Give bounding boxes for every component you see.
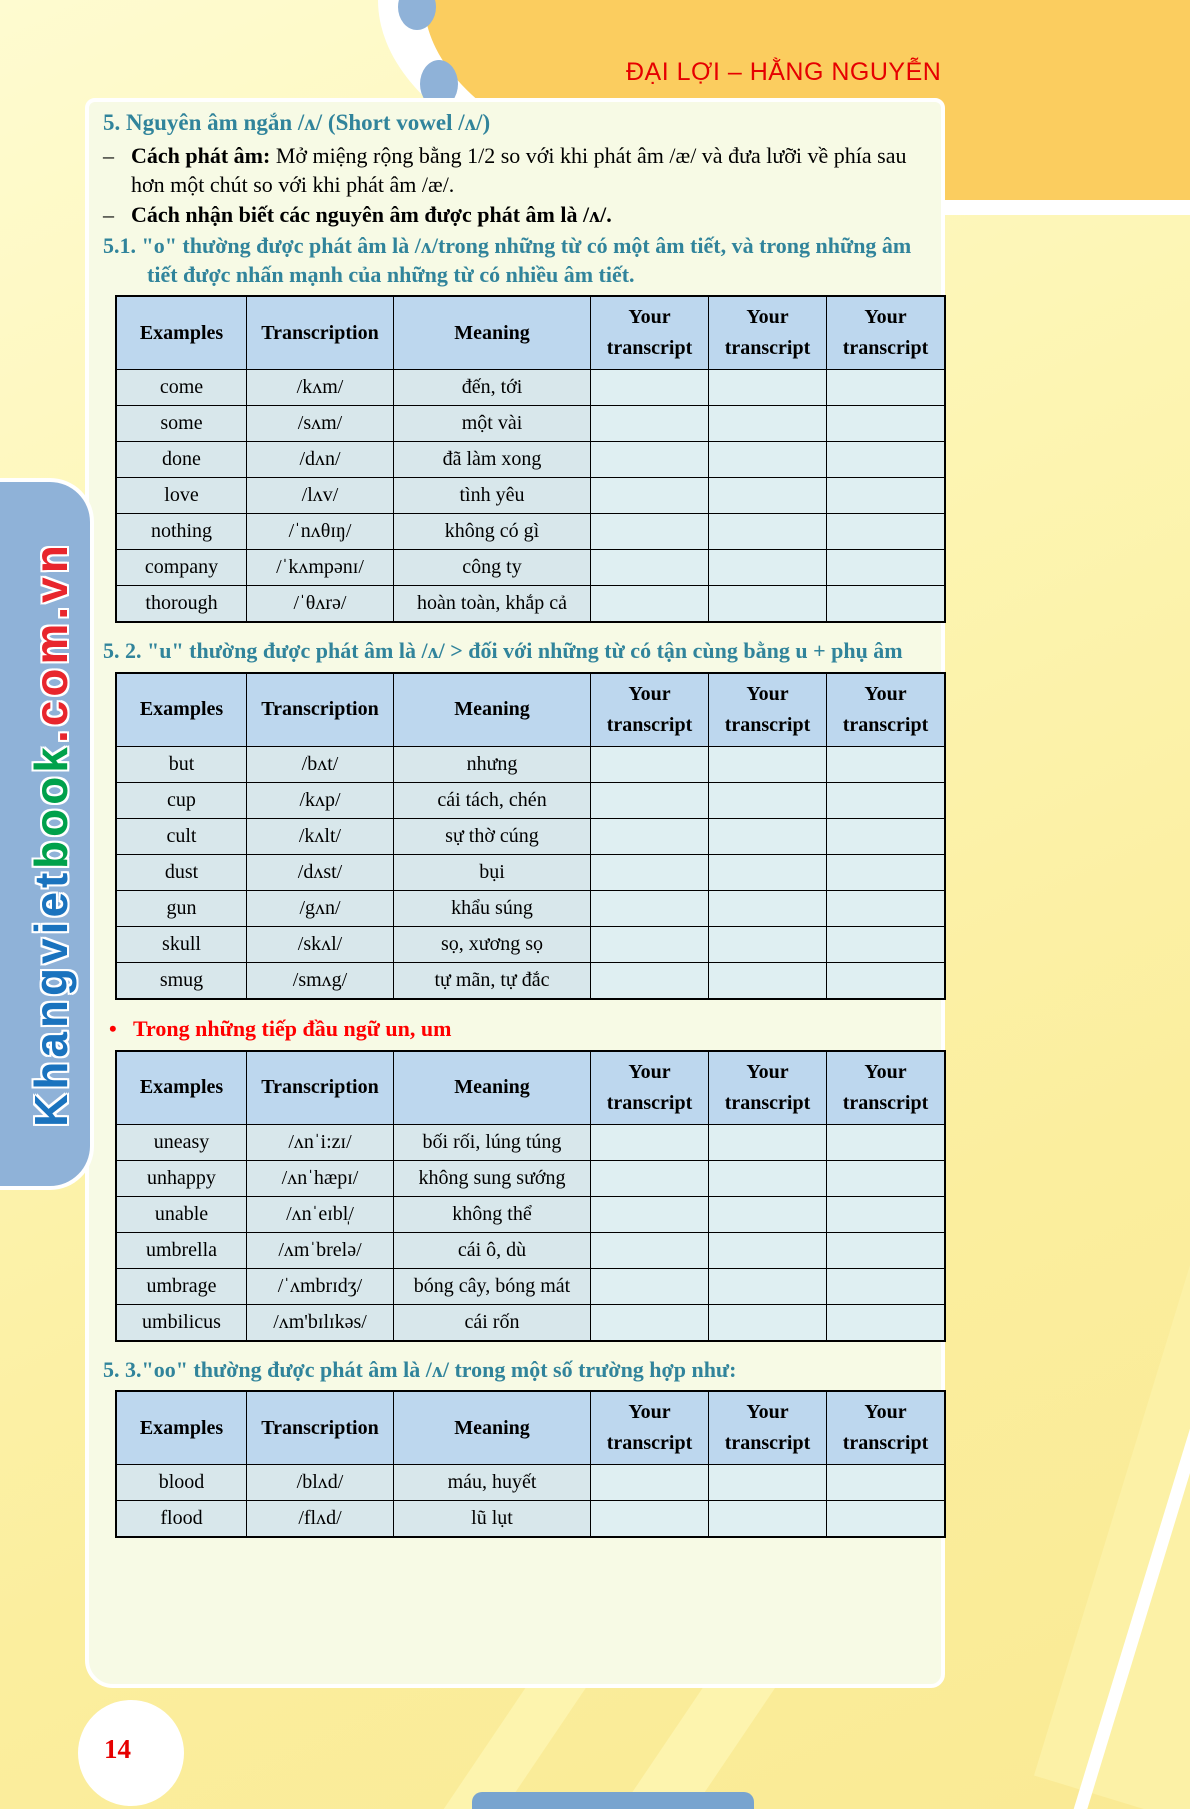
transcription-cell: /lʌv/ — [247, 478, 394, 514]
column-header: Your transcript — [827, 296, 946, 370]
pronunciation-table-o — [115, 295, 946, 623]
transcript-cell — [709, 478, 827, 514]
transcript-cell — [591, 1232, 709, 1268]
transcript-cell — [591, 514, 709, 550]
column-header: Transcription — [247, 1391, 394, 1465]
transcription-cell: /smʌg/ — [247, 962, 394, 999]
table-row — [116, 514, 945, 550]
transcript-cell — [591, 1304, 709, 1341]
column-header: Transcription — [247, 296, 394, 370]
transcript-cell — [709, 370, 827, 406]
table-row — [116, 406, 945, 442]
table-row — [116, 586, 945, 623]
transcription-cell: /ˈθʌrə/ — [247, 586, 394, 623]
transcript-cell — [827, 478, 946, 514]
transcript-cell — [591, 1501, 709, 1538]
example-cell: company — [116, 550, 247, 586]
example-cell: dust — [116, 854, 247, 890]
subsection-5-2-heading: 5. 2. "u" thường được phát âm là /ʌ/ > đối với những từ có tận cùng bằng u + phụ âm — [103, 638, 903, 664]
column-header: Transcription — [247, 673, 394, 747]
pronunciation-table-oo — [115, 1390, 946, 1538]
page-number: 14 — [104, 1734, 131, 1764]
transcription-cell: /kʌp/ — [247, 782, 394, 818]
column-header: Your transcript — [591, 296, 709, 370]
transcript-cell — [827, 442, 946, 478]
dash-marker: – — [103, 201, 114, 227]
transcript-cell — [591, 746, 709, 782]
table-row — [116, 550, 945, 586]
subsection-5-3-heading: 5. 3."oo" thường được phát âm là /ʌ/ trong một số trường hợp như: — [103, 1356, 737, 1382]
table-row — [116, 1232, 945, 1268]
header-title: ĐẠI LỢI – HẰNG NGUYỄN — [626, 58, 942, 86]
transcription-cell: /dʌn/ — [247, 442, 394, 478]
table-row — [116, 1501, 945, 1538]
transcript-cell — [591, 1160, 709, 1196]
example-cell: but — [116, 746, 247, 782]
transcript-cell — [591, 1268, 709, 1304]
lesson-title: 5. Nguyên âm ngắn /ʌ/ (Short vowel /ʌ/) — [103, 110, 491, 135]
transcript-cell — [827, 1232, 946, 1268]
table-row — [116, 1268, 945, 1304]
transcript-cell — [709, 1465, 827, 1501]
meaning-cell: máu, huyết — [394, 1465, 591, 1501]
table-row — [116, 782, 945, 818]
transcript-cell — [827, 818, 946, 854]
transcript-cell — [827, 746, 946, 782]
transcription-cell: /kʌm/ — [247, 370, 394, 406]
transcription-cell: /skʌl/ — [247, 926, 394, 962]
transcript-cell — [709, 586, 827, 623]
example-cell: cup — [116, 782, 247, 818]
transcription-cell: /ˈnʌθɪŋ/ — [247, 514, 394, 550]
transcript-cell — [591, 926, 709, 962]
table-row — [116, 854, 945, 890]
transcript-cell — [827, 406, 946, 442]
transcript-cell — [827, 550, 946, 586]
transcript-cell — [709, 550, 827, 586]
transcription-cell: /ʌmˈbrelə/ — [247, 1232, 394, 1268]
example-cell: unhappy — [116, 1160, 247, 1196]
column-header: Your transcript — [827, 1391, 946, 1465]
meaning-cell: bóng cây, bóng mát — [394, 1268, 591, 1304]
transcript-cell — [591, 962, 709, 999]
note-label: Cách nhận biết các nguyên âm được phát âm là /ʌ/. — [131, 201, 612, 227]
transcription-cell: /blʌd/ — [247, 1465, 394, 1501]
column-header: Examples — [116, 673, 247, 747]
watermark-part-green: book — [25, 742, 77, 869]
transcript-cell — [591, 890, 709, 926]
transcript-cell — [709, 442, 827, 478]
transcript-cell — [591, 406, 709, 442]
transcript-cell — [709, 926, 827, 962]
transcription-cell: /ʌnˈhæpɪ/ — [247, 1160, 394, 1196]
transcript-cell — [827, 1501, 946, 1538]
column-header: Your transcript — [591, 1391, 709, 1465]
subsection-5-1-heading: 5.1. "o" thường được phát âm là /ʌ/trong những từ có một âm tiết, và trong những âm tiết được nhấn mạnh của những từ có nhiều âm tiết. — [103, 232, 912, 287]
transcript-cell — [591, 442, 709, 478]
transcript-cell — [709, 1196, 827, 1232]
transcript-cell — [827, 782, 946, 818]
recognition-note — [103, 200, 923, 229]
meaning-cell: đã làm xong — [394, 442, 591, 478]
meaning-cell: lũ lụt — [394, 1501, 591, 1538]
transcript-cell — [827, 854, 946, 890]
example-cell: come — [116, 370, 247, 406]
column-header: Meaning — [394, 1051, 591, 1125]
table-row — [116, 1160, 945, 1196]
example-cell: smug — [116, 962, 247, 999]
column-header: Your transcript — [591, 673, 709, 747]
column-header: Meaning — [394, 673, 591, 747]
column-header: Your transcript — [709, 1051, 827, 1125]
transcript-cell — [591, 1124, 709, 1160]
prefix-note-text: Trong những tiếp đầu ngữ un, um — [133, 1015, 452, 1041]
note-text: Mở miệng rộng bằng 1/2 so với khi phát âm /æ/ và đưa lưỡi về phía sau hơn một chút so với khi phát âm /æ/. — [131, 142, 907, 197]
pronunciation-table-u — [115, 672, 946, 1000]
table-row — [116, 746, 945, 782]
transcript-cell — [827, 962, 946, 999]
transcription-cell: /kʌlt/ — [247, 818, 394, 854]
table-row — [116, 1196, 945, 1232]
watermark-part-red: .com.vn — [25, 540, 77, 743]
meaning-cell: sọ, xương sọ — [394, 926, 591, 962]
pronunciation-table-un-um — [115, 1050, 946, 1342]
transcription-cell: /bʌt/ — [247, 746, 394, 782]
meaning-cell: một vài — [394, 406, 591, 442]
transcript-cell — [709, 782, 827, 818]
column-header: Your transcript — [709, 673, 827, 747]
transcript-cell — [827, 926, 946, 962]
transcript-cell — [709, 854, 827, 890]
table-header-row — [116, 1051, 945, 1125]
table-row — [116, 1304, 945, 1341]
table-row — [116, 818, 945, 854]
table-row — [116, 1124, 945, 1160]
transcription-cell: /ʌm'bɪlɪkəs/ — [247, 1304, 394, 1341]
transcript-cell — [827, 1160, 946, 1196]
meaning-cell: cái rốn — [394, 1304, 591, 1341]
transcription-cell: /flʌd/ — [247, 1501, 394, 1538]
transcript-cell — [591, 1465, 709, 1501]
transcript-cell — [827, 514, 946, 550]
meaning-cell: khẩu súng — [394, 890, 591, 926]
column-header: Examples — [116, 1391, 247, 1465]
table-row — [116, 890, 945, 926]
example-cell: uneasy — [116, 1124, 247, 1160]
table-header-row — [116, 296, 945, 370]
table-row — [116, 926, 945, 962]
meaning-cell: không sung sướng — [394, 1160, 591, 1196]
prefix-note — [109, 1016, 923, 1042]
transcript-cell — [709, 890, 827, 926]
meaning-cell: đến, tới — [394, 370, 591, 406]
pronunciation-note — [103, 141, 923, 199]
transcript-cell — [827, 890, 946, 926]
transcript-cell — [591, 818, 709, 854]
example-cell: unable — [116, 1196, 247, 1232]
example-cell: umbrella — [116, 1232, 247, 1268]
example-cell: gun — [116, 890, 247, 926]
bullet-marker: • — [109, 1015, 117, 1041]
meaning-cell: công ty — [394, 550, 591, 586]
column-header: Your transcript — [827, 673, 946, 747]
example-cell: umbilicus — [116, 1304, 247, 1341]
transcript-cell — [709, 1304, 827, 1341]
meaning-cell: tình yêu — [394, 478, 591, 514]
column-header: Meaning — [394, 296, 591, 370]
transcription-cell: /ˈkʌmpənɪ/ — [247, 550, 394, 586]
content-panel — [85, 98, 945, 1688]
table-header-row — [116, 1391, 945, 1465]
column-header: Examples — [116, 296, 247, 370]
meaning-cell: cái ô, dù — [394, 1232, 591, 1268]
transcription-cell: /gʌn/ — [247, 890, 394, 926]
meaning-cell: cái tách, chén — [394, 782, 591, 818]
transcript-cell — [591, 478, 709, 514]
transcript-cell — [709, 1501, 827, 1538]
transcript-cell — [591, 1196, 709, 1232]
example-cell: umbrage — [116, 1268, 247, 1304]
example-cell: skull — [116, 926, 247, 962]
example-cell: thorough — [116, 586, 247, 623]
transcription-cell: /sʌm/ — [247, 406, 394, 442]
transcript-cell — [827, 1304, 946, 1341]
example-cell: love — [116, 478, 247, 514]
table-row — [116, 478, 945, 514]
transcript-cell — [827, 1465, 946, 1501]
table-row — [116, 370, 945, 406]
transcript-cell — [709, 1160, 827, 1196]
transcript-cell — [827, 370, 946, 406]
example-cell: flood — [116, 1501, 247, 1538]
dash-marker: – — [103, 142, 114, 168]
table-row — [116, 1465, 945, 1501]
decor-bottom-bar — [472, 1792, 754, 1809]
meaning-cell: không có gì — [394, 514, 591, 550]
meaning-cell: sự thờ cúng — [394, 818, 591, 854]
page-number-badge — [78, 1700, 184, 1806]
column-header: Transcription — [247, 1051, 394, 1125]
transcript-cell — [709, 1124, 827, 1160]
example-cell: blood — [116, 1465, 247, 1501]
column-header: Meaning — [394, 1391, 591, 1465]
column-header: Your transcript — [709, 296, 827, 370]
table-row — [116, 962, 945, 999]
note-label: Cách phát âm: — [131, 142, 271, 168]
meaning-cell: bụi — [394, 854, 591, 890]
transcript-cell — [709, 818, 827, 854]
transcription-cell: /ˈʌmbrɪdʒ/ — [247, 1268, 394, 1304]
transcript-cell — [709, 406, 827, 442]
example-cell: nothing — [116, 514, 247, 550]
transcription-cell: /ʌnˈeɪbl̩/ — [247, 1196, 394, 1232]
transcript-cell — [591, 370, 709, 406]
example-cell: some — [116, 406, 247, 442]
transcript-cell — [709, 1268, 827, 1304]
transcription-cell: /dʌst/ — [247, 854, 394, 890]
watermark-part-blue: Khangviet — [25, 868, 77, 1128]
transcript-cell — [827, 1268, 946, 1304]
meaning-cell: bối rối, lúng túng — [394, 1124, 591, 1160]
column-header: Examples — [116, 1051, 247, 1125]
transcript-cell — [827, 586, 946, 623]
transcript-cell — [591, 550, 709, 586]
transcript-cell — [827, 1124, 946, 1160]
watermark-text — [22, 486, 80, 1182]
transcript-cell — [709, 746, 827, 782]
column-header: Your transcript — [827, 1051, 946, 1125]
example-cell: cult — [116, 818, 247, 854]
transcript-cell — [591, 586, 709, 623]
column-header: Your transcript — [591, 1051, 709, 1125]
transcript-cell — [827, 1196, 946, 1232]
example-cell: done — [116, 442, 247, 478]
transcript-cell — [709, 514, 827, 550]
meaning-cell: hoàn toàn, khắp cả — [394, 586, 591, 623]
meaning-cell: không thể — [394, 1196, 591, 1232]
table-row — [116, 442, 945, 478]
transcript-cell — [709, 962, 827, 999]
transcript-cell — [591, 854, 709, 890]
transcript-cell — [709, 1232, 827, 1268]
transcript-cell — [591, 782, 709, 818]
meaning-cell: nhưng — [394, 746, 591, 782]
column-header: Your transcript — [709, 1391, 827, 1465]
meaning-cell: tự mãn, tự đắc — [394, 962, 591, 999]
table-header-row — [116, 673, 945, 747]
transcription-cell: /ʌnˈi:zɪ/ — [247, 1124, 394, 1160]
